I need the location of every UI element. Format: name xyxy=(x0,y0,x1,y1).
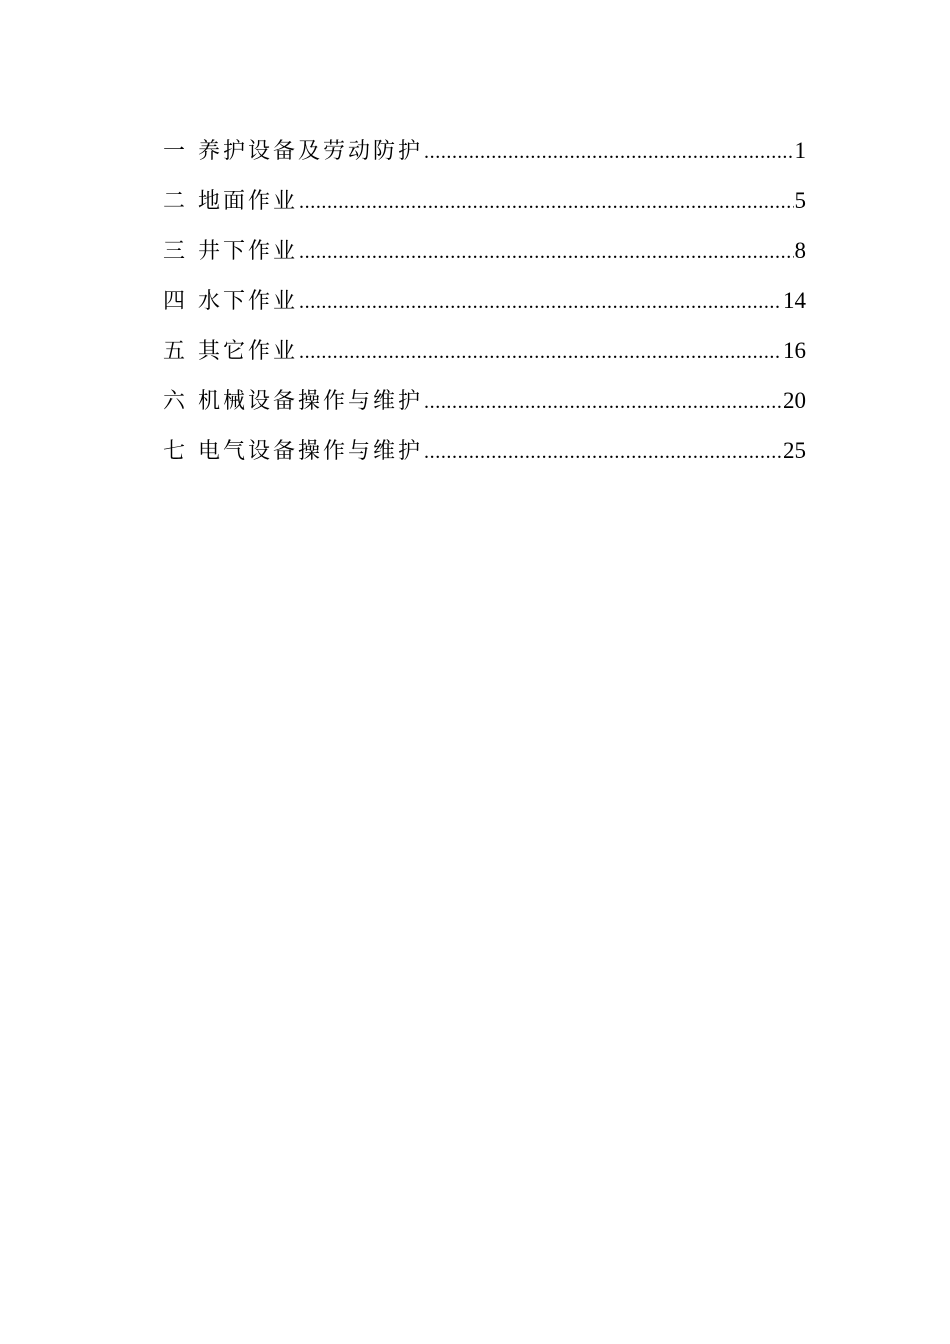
toc-entry-1[interactable] xyxy=(163,133,806,183)
toc-entry-title: 其它作业 xyxy=(198,339,299,364)
toc-entry-page: 8 xyxy=(794,238,806,263)
toc-entry-2[interactable] xyxy=(163,183,806,233)
table-of-contents xyxy=(163,133,806,483)
toc-entry-3[interactable] xyxy=(163,233,806,283)
toc-entry-title: 电气设备操作与维护 xyxy=(198,439,424,464)
toc-entry-number: 五 xyxy=(163,339,189,364)
toc-dot-leader xyxy=(299,284,782,320)
toc-entry-number: 六 xyxy=(163,389,189,414)
toc-entry-7[interactable] xyxy=(163,433,806,483)
toc-dot-leader xyxy=(424,434,782,470)
toc-entry-title: 养护设备及劳动防护 xyxy=(198,139,424,164)
toc-entry-title: 机械设备操作与维护 xyxy=(198,389,424,414)
toc-entry-page: 1 xyxy=(794,138,806,163)
toc-entry-page: 5 xyxy=(794,188,806,213)
toc-dot-leader xyxy=(424,384,782,420)
toc-entry-title: 地面作业 xyxy=(198,189,299,214)
toc-entry-5[interactable] xyxy=(163,333,806,383)
toc-entry-page: 16 xyxy=(783,338,806,363)
toc-entry-page: 14 xyxy=(783,288,806,313)
toc-entry-number: 二 xyxy=(163,189,189,214)
toc-entry-number: 四 xyxy=(163,289,189,314)
toc-entry-number: 七 xyxy=(163,439,189,464)
toc-entry-page: 20 xyxy=(783,388,806,413)
toc-dot-leader xyxy=(299,334,782,370)
toc-dot-leader xyxy=(424,134,793,170)
toc-entry-title: 井下作业 xyxy=(198,239,299,264)
toc-entry-4[interactable] xyxy=(163,283,806,333)
toc-entry-number: 三 xyxy=(163,239,189,264)
toc-entry-title: 水下作业 xyxy=(198,289,299,314)
toc-entry-6[interactable] xyxy=(163,383,806,433)
toc-entry-number: 一 xyxy=(163,139,189,164)
toc-entry-page: 25 xyxy=(783,438,806,463)
toc-dot-leader xyxy=(299,184,793,220)
toc-dot-leader xyxy=(299,234,793,270)
